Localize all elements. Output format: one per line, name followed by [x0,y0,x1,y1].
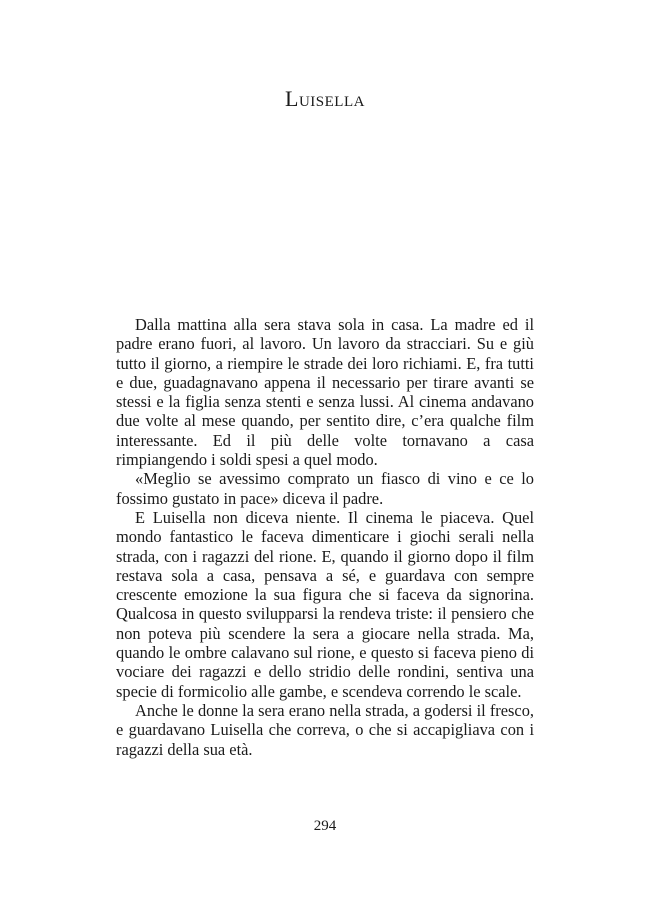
paragraph: E Luisella non diceva niente. Il cinema le piaceva. Quel mondo fantastico le faceva dimenticare i giochi serali nella strada, con i ragazzi del rione. E, quando il giorno dopo il film restava sola a casa, pensava a sé, e guardava con sempre crescente emozione la sua figura che si faceva da signorina. Qualcosa in questo svilupparsi la rendeva triste: il pensiero che non poteva più scendere la sera a giocare nella strada. Ma, quando le ombre calavano sul rione, e questo si faceva pieno di vociare dei ragazzi e dello stridio delle rondini, sentiva una specie di formicolio alle gambe, e scendeva correndo le scale. [116,507,534,701]
chapter-title: Luisella [285,86,365,111]
paragraph: Dalla mattina alla sera stava sola in casa. La madre ed il padre erano fuori, al lavoro. Un lavoro da stracciari. Su e giù tutto il giorno, a riempire le strade dei loro richiami. E, fra tutti e due, guadagnavano appena il necessario per tirare avanti se stessi e la figlia senza stenti e senza lussi. Al cinema andavano due volte al mese quando, per sentito dire, c’era qualche film interessante. Ed il più delle volte tornavano a casa rimpiangendo i soldi spesi a quel modo. [116,315,534,470]
paragraph: «Meglio se avessimo comprato un fiasco di vino e ce lo fossimo gustato in pace» diceva il padre. [116,469,534,508]
paragraph: Anche le donne la sera erano nella strada, a godersi il fresco, e guardavano Luisella che correva, o che si accapigliava con i ragazzi della sua età. [116,700,534,759]
body-text [116,315,534,759]
page-number: 294 [313,818,337,834]
